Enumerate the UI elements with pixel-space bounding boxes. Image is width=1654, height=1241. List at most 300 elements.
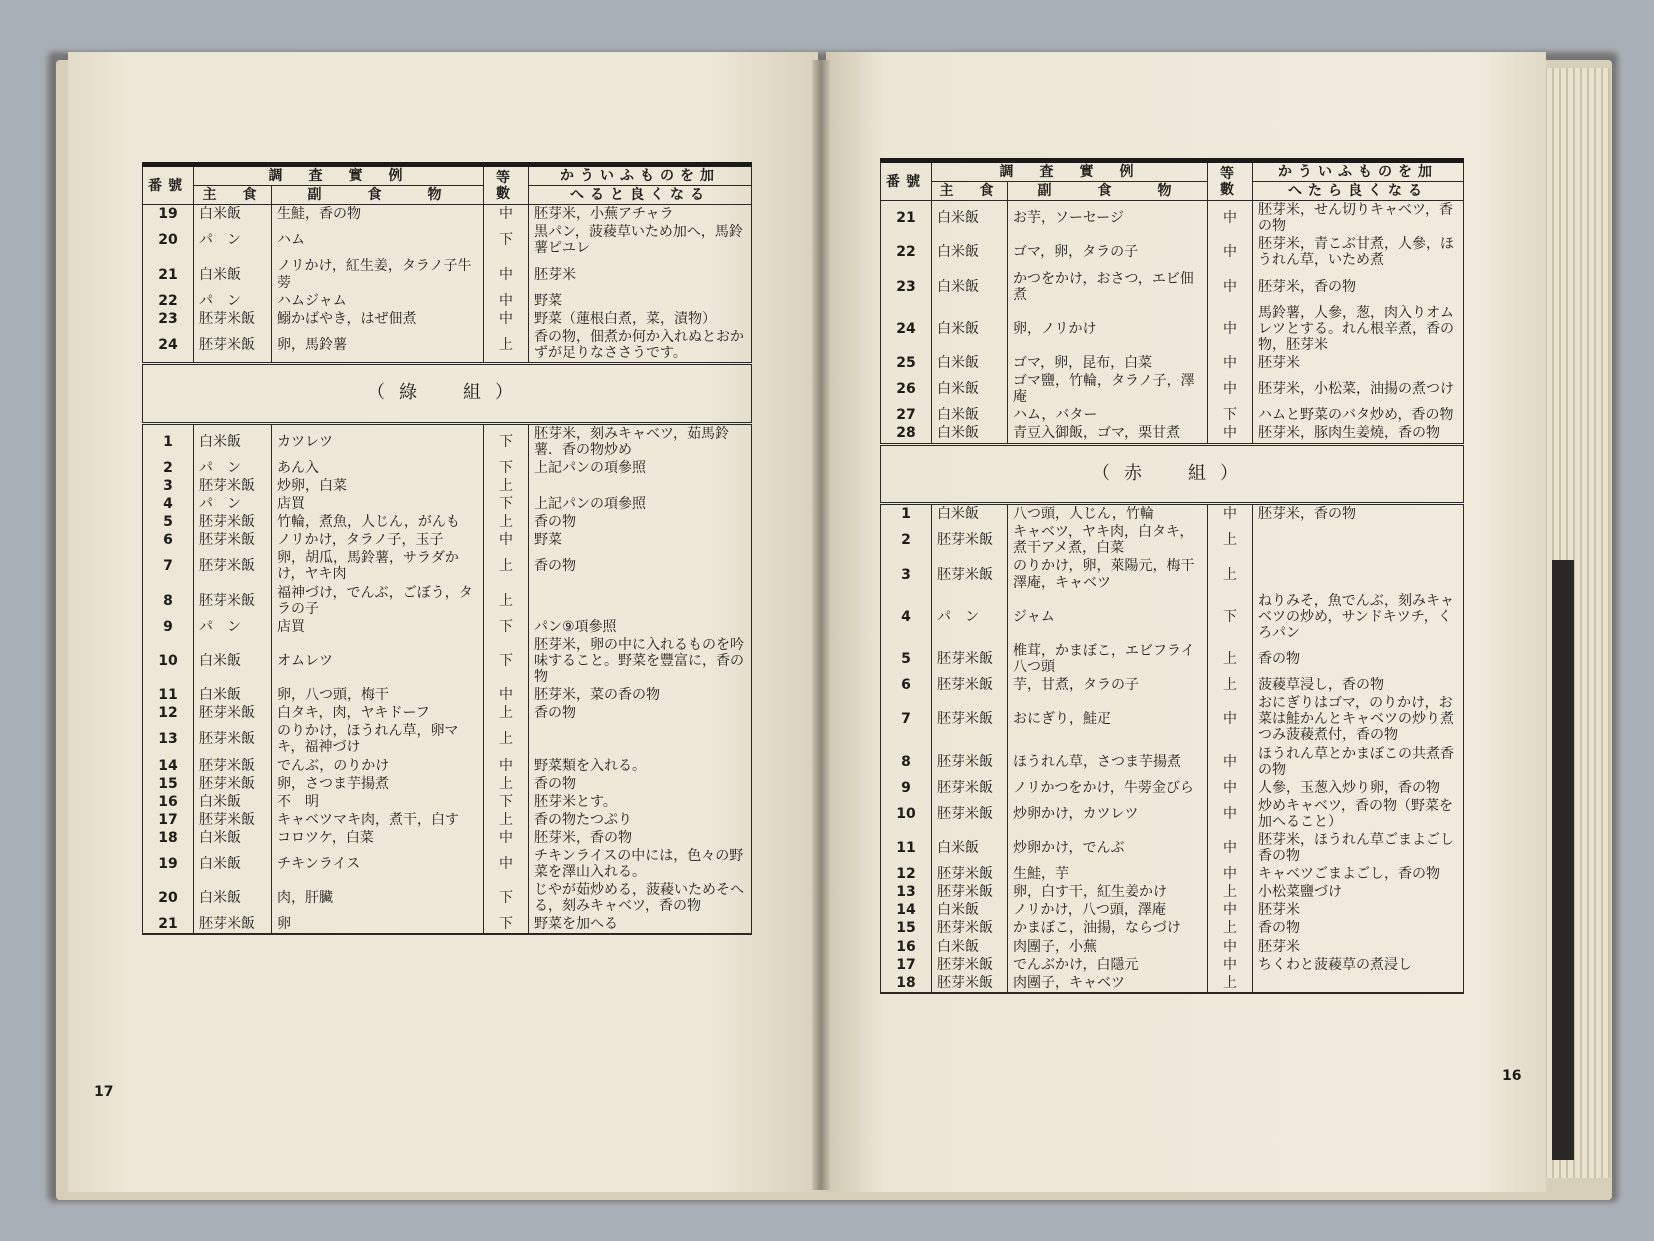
row-number: 9	[881, 779, 932, 797]
table-row	[881, 974, 1464, 993]
staple-cell: 胚芽米飯	[932, 694, 1008, 744]
grade-cell: 上	[484, 775, 529, 793]
side-dish-cell: ハムジャム	[272, 292, 484, 310]
grade-cell: 上	[484, 811, 529, 829]
staple-cell: 胚芽米飯	[194, 328, 272, 364]
row-number: 17	[143, 811, 194, 829]
staple-cell: パ ン	[194, 459, 272, 477]
grade-cell: 上	[1208, 557, 1253, 591]
side-dish-cell: ノリかけ，タラノ子，玉子	[272, 531, 484, 549]
side-dish-cell: ゴマ鹽，竹輪，タラノ子，澤庵	[1008, 372, 1208, 406]
additions-cell: 胚芽米，豚肉生姜燒，香の物	[1253, 424, 1464, 444]
side-dish-cell: 炒卵，白菜	[272, 477, 484, 495]
staple-cell: 胚芽米飯	[194, 757, 272, 775]
staple-cell: 胚芽米飯	[194, 722, 272, 756]
row-number: 26	[881, 372, 932, 406]
table-row	[143, 775, 752, 793]
grade-cell: 上	[484, 704, 529, 722]
table-row	[881, 676, 1464, 694]
side-dish-cell: 卵，さつま芋揚煮	[272, 775, 484, 793]
table-row	[881, 883, 1464, 901]
staple-cell: 白米飯	[194, 829, 272, 847]
grade-cell: 中	[484, 531, 529, 549]
table-row	[143, 513, 752, 531]
header-additions-2: へると良くなる	[529, 186, 752, 205]
grade-cell: 下	[484, 495, 529, 513]
page-edges	[1540, 68, 1610, 1178]
additions-cell: 馬鈴薯，人參，葱，肉入りオムレツとする。れん根辛煮，香の物，胚芽米	[1253, 304, 1464, 354]
side-dish-cell: のりかけ，卵，萊陽元，梅干澤庵，キャベツ	[1008, 557, 1208, 591]
side-dish-cell: 福神づけ，でんぶ，ごぼう，タラの子	[272, 584, 484, 618]
grade-cell: 中	[1208, 504, 1253, 524]
table-row	[881, 372, 1464, 406]
staple-cell: 胚芽米飯	[194, 704, 272, 722]
staple-cell: 胚芽米飯	[194, 531, 272, 549]
row-number: 21	[881, 201, 932, 236]
row-number: 5	[881, 642, 932, 676]
row-number: 19	[143, 205, 194, 224]
right-rows-b	[881, 504, 1464, 993]
side-dish-cell: でんぶ，のりかけ	[272, 757, 484, 775]
staple-cell: 胚芽米飯	[932, 919, 1008, 937]
grade-cell: 中	[484, 847, 529, 881]
additions-cell: チキンライスの中には，色々の野菜を澤山入れる。	[529, 847, 752, 881]
table-row	[881, 504, 1464, 524]
staple-cell: パ ン	[932, 592, 1008, 642]
side-dish-cell: 生鮭，芋	[1008, 865, 1208, 883]
row-number: 19	[143, 847, 194, 881]
row-number: 9	[143, 618, 194, 636]
grade-cell: 中	[1208, 865, 1253, 883]
grade-cell: 上	[1208, 642, 1253, 676]
row-number: 23	[881, 270, 932, 304]
grade-cell: 中	[1208, 779, 1253, 797]
grade-cell: 上	[1208, 676, 1253, 694]
side-dish-cell: 卵，白す干，紅生姜かけ	[1008, 883, 1208, 901]
grade-cell: 中	[1208, 235, 1253, 269]
header-number: 番號	[881, 161, 932, 201]
grade-cell: 上	[484, 722, 529, 756]
grade-cell: 下	[484, 423, 529, 459]
row-number: 5	[143, 513, 194, 531]
additions-cell: 香の物たつぷり	[529, 811, 752, 829]
staple-cell: 胚芽米飯	[932, 865, 1008, 883]
additions-cell: ちくわと菠薐草の煮浸し	[1253, 956, 1464, 974]
side-dish-cell: 卵，ノリかけ	[1008, 304, 1208, 354]
table-row	[143, 459, 752, 477]
staple-cell: 白米飯	[194, 847, 272, 881]
staple-cell: パ ン	[194, 223, 272, 257]
side-dish-cell: おにぎり，鮭疋	[1008, 694, 1208, 744]
side-dish-cell: 卵，馬鈴薯	[272, 328, 484, 364]
table-row	[143, 618, 752, 636]
row-number: 4	[143, 495, 194, 513]
staple-cell: 胚芽米飯	[932, 956, 1008, 974]
staple-cell: 胚芽米飯	[194, 915, 272, 934]
additions-cell	[529, 584, 752, 618]
grade-cell: 中	[1208, 901, 1253, 919]
row-number: 10	[143, 636, 194, 686]
table-row	[881, 592, 1464, 642]
additions-cell: 香の物	[1253, 642, 1464, 676]
grade-cell: 中	[484, 757, 529, 775]
side-dish-cell: 炒卵かけ，でんぶ	[1008, 831, 1208, 865]
additions-cell: 胚芽米，香の物	[1253, 270, 1464, 304]
side-dish-cell: 芋，甘煮，タラの子	[1008, 676, 1208, 694]
page-number-right: 16	[1502, 1068, 1522, 1084]
staple-cell: 胚芽米飯	[932, 883, 1008, 901]
side-dish-cell: 鰯かばやき，はぜ佃煮	[272, 310, 484, 328]
table-row	[881, 523, 1464, 557]
additions-cell: 胚芽米	[1253, 354, 1464, 372]
row-number: 2	[143, 459, 194, 477]
additions-cell: おにぎりはゴマ，のりかけ，お菜は鮭かんとキャベツの炒り煮つみ菠薐煮付，香の物	[1253, 694, 1464, 744]
side-dish-cell: 椎茸，かまぼこ，エビフライ八つ頭	[1008, 642, 1208, 676]
grade-cell: 下	[484, 223, 529, 257]
side-dish-cell: 青豆入御飯，ゴマ，栗甘煮	[1008, 424, 1208, 444]
table-row	[143, 477, 752, 495]
row-number: 8	[881, 745, 932, 779]
header-survey: 調 査 實 例	[194, 165, 484, 186]
additions-cell: ほうれん草とかまぼこの共煮香の物	[1253, 745, 1464, 779]
row-number: 7	[143, 549, 194, 583]
row-number: 18	[143, 829, 194, 847]
staple-cell: 白米飯	[932, 504, 1008, 524]
staple-cell: 胚芽米飯	[932, 676, 1008, 694]
row-number: 21	[143, 915, 194, 934]
additions-cell	[1253, 974, 1464, 993]
additions-cell: 香の物	[529, 513, 752, 531]
grade-cell: 下	[484, 793, 529, 811]
side-dish-cell: 不 明	[272, 793, 484, 811]
grade-cell: 上	[484, 477, 529, 495]
side-dish-cell: 肉團子，キャベツ	[1008, 974, 1208, 993]
book-gutter	[812, 60, 830, 1190]
grade-cell: 中	[1208, 797, 1253, 831]
row-number: 14	[143, 757, 194, 775]
left-rows-b	[143, 423, 752, 934]
grade-cell: 中	[484, 686, 529, 704]
row-number: 14	[881, 901, 932, 919]
side-dish-cell: キャベツ，ヤキ肉，白タキ，煮干アメ煮，白菜	[1008, 523, 1208, 557]
header-additions-1: かういふものを加	[1253, 161, 1464, 182]
side-dish-cell: 竹輪，煮魚，人じん，がんも	[272, 513, 484, 531]
side-dish-cell: ハム，バター	[1008, 406, 1208, 424]
side-dish-cell: オムレツ	[272, 636, 484, 686]
grade-cell: 下	[1208, 592, 1253, 642]
side-dish-cell: 白タキ，肉，ヤキドーフ	[272, 704, 484, 722]
section-title-green: （綠 組）	[143, 364, 752, 424]
side-dish-cell: 店買	[272, 495, 484, 513]
side-dish-cell: のりかけ，ほうれん草，卵マキ，福神づけ	[272, 722, 484, 756]
grade-cell: 上	[484, 513, 529, 531]
staple-cell: 胚芽米飯	[194, 477, 272, 495]
grade-cell: 中	[484, 310, 529, 328]
section-title-red: （赤 組）	[881, 444, 1464, 504]
staple-cell: 胚芽米飯	[194, 811, 272, 829]
header-additions-1: かういふものを加	[529, 165, 752, 186]
table-row	[881, 919, 1464, 937]
grade-cell: 中	[1208, 201, 1253, 236]
side-dish-cell: ほうれん草，さつま芋揚煮	[1008, 745, 1208, 779]
table-row	[143, 881, 752, 915]
staple-cell: 白米飯	[932, 938, 1008, 956]
table-row	[143, 757, 752, 775]
header-grade: 等數	[1208, 161, 1253, 201]
staple-cell: 胚芽米飯	[194, 513, 272, 531]
grade-cell: 中	[1208, 938, 1253, 956]
right-survey-table	[880, 158, 1464, 994]
side-dish-cell: ハム	[272, 223, 484, 257]
table-row	[143, 257, 752, 291]
staple-cell: パ ン	[194, 292, 272, 310]
side-dish-cell: かまぼこ，油揚，ならづけ	[1008, 919, 1208, 937]
staple-cell: 胚芽米飯	[194, 549, 272, 583]
side-dish-cell: 肉團子，小蕪	[1008, 938, 1208, 956]
table-row	[881, 235, 1464, 269]
staple-cell: 白米飯	[932, 201, 1008, 236]
additions-cell: 胚芽米，卵の中に入れるものを吟味すること。野菜を豐富に，香の物	[529, 636, 752, 686]
row-number: 6	[881, 676, 932, 694]
row-number: 17	[881, 956, 932, 974]
table-row	[143, 223, 752, 257]
table-row	[881, 304, 1464, 354]
grade-cell: 中	[1208, 372, 1253, 406]
additions-cell: 胚芽米，刻みキャベツ，茹馬鈴薯．香の物炒め	[529, 423, 752, 459]
row-number: 1	[881, 504, 932, 524]
header-additions-2: へたら良くなる	[1253, 182, 1464, 201]
grade-cell: 上	[484, 584, 529, 618]
table-row	[881, 779, 1464, 797]
additions-cell: ハムと野菜のバタ炒め，香の物	[1253, 406, 1464, 424]
additions-cell: 胚芽米，せん切りキャベツ，香の物	[1253, 201, 1464, 236]
row-number: 11	[881, 831, 932, 865]
table-row	[143, 328, 752, 364]
side-dish-cell: ゴマ，卵，タラの子	[1008, 235, 1208, 269]
additions-cell: 野菜	[529, 531, 752, 549]
row-number: 20	[143, 881, 194, 915]
table-row	[143, 793, 752, 811]
row-number: 28	[881, 424, 932, 444]
row-number: 10	[881, 797, 932, 831]
row-number: 16	[143, 793, 194, 811]
row-number: 27	[881, 406, 932, 424]
row-number: 4	[881, 592, 932, 642]
grade-cell: 上	[484, 328, 529, 364]
side-dish-cell: 生鮭，香の物	[272, 205, 484, 224]
side-dish-cell: でんぶかけ，白隱元	[1008, 956, 1208, 974]
side-dish-cell: カツレツ	[272, 423, 484, 459]
table-row	[881, 831, 1464, 865]
additions-cell: 胚芽米，小蕪アチャラ	[529, 205, 752, 224]
additions-cell: じやが茹炒める，菠薐いためそへる，刻みキャベツ，香の物	[529, 881, 752, 915]
row-number: 3	[881, 557, 932, 591]
table-row	[143, 811, 752, 829]
grade-cell: 下	[484, 459, 529, 477]
right-rows-a	[881, 201, 1464, 444]
staple-cell: 白米飯	[932, 831, 1008, 865]
table-row	[143, 584, 752, 618]
staple-cell: 胚芽米飯	[194, 584, 272, 618]
grade-cell: 上	[484, 549, 529, 583]
side-dish-cell: 肉，肝臟	[272, 881, 484, 915]
table-row	[881, 865, 1464, 883]
table-row	[143, 722, 752, 756]
grade-cell: 中	[484, 829, 529, 847]
side-dish-cell: お芋，ソーセージ	[1008, 201, 1208, 236]
table-row	[143, 495, 752, 513]
staple-cell: 白米飯	[932, 901, 1008, 919]
staple-cell: 白米飯	[932, 406, 1008, 424]
header-staple: 主 食	[194, 186, 272, 205]
additions-cell: 菠薐草浸し，香の物	[1253, 676, 1464, 694]
additions-cell	[1253, 557, 1464, 591]
staple-cell: 胚芽米飯	[932, 797, 1008, 831]
table-row	[143, 292, 752, 310]
staple-cell: 白米飯	[194, 257, 272, 291]
header-survey: 調 査 實 例	[932, 161, 1208, 182]
row-number: 23	[143, 310, 194, 328]
additions-cell: 野菜を加へる	[529, 915, 752, 934]
additions-cell: 野菜	[529, 292, 752, 310]
side-dish-cell: ノリかけ，紅生姜，タラノ子牛蒡	[272, 257, 484, 291]
table-row	[143, 423, 752, 459]
table-row	[143, 205, 752, 224]
table-row	[143, 704, 752, 722]
additions-cell: 胚芽米	[529, 257, 752, 291]
table-row	[881, 901, 1464, 919]
staple-cell: 胚芽米飯	[932, 974, 1008, 993]
header-grade: 等數	[484, 165, 529, 205]
staple-cell: 白米飯	[194, 636, 272, 686]
staple-cell: 白米飯	[932, 270, 1008, 304]
row-number: 22	[881, 235, 932, 269]
additions-cell: ねりみそ，魚でんぶ，刻みキャベツの炒め，サンドキツチ，くろパン	[1253, 592, 1464, 642]
additions-cell: 胚芽米，香の物	[529, 829, 752, 847]
additions-cell: 胚芽米，ほうれん草ごまよごし香の物	[1253, 831, 1464, 865]
staple-cell: 白米飯	[194, 686, 272, 704]
side-dish-cell: ノリかけ，八つ頭，澤庵	[1008, 901, 1208, 919]
side-dish-cell: ゴマ，卵，昆布，白菜	[1008, 354, 1208, 372]
table-row	[143, 310, 752, 328]
additions-cell: 胚芽米とす。	[529, 793, 752, 811]
additions-cell: 上記パンの項參照	[529, 459, 752, 477]
grade-cell: 下	[1208, 406, 1253, 424]
table-row	[881, 557, 1464, 591]
grade-cell: 中	[1208, 270, 1253, 304]
row-number: 8	[143, 584, 194, 618]
additions-cell: 胚芽米	[1253, 901, 1464, 919]
additions-cell: 上記パンの項參照	[529, 495, 752, 513]
row-number: 13	[881, 883, 932, 901]
row-number: 6	[143, 531, 194, 549]
staple-cell: 胚芽米飯	[932, 745, 1008, 779]
table-row	[881, 956, 1464, 974]
table-row	[881, 201, 1464, 236]
additions-cell: 野菜（蓮根白煮，菜，漬物）	[529, 310, 752, 328]
grade-cell: 中	[484, 205, 529, 224]
row-number: 20	[143, 223, 194, 257]
row-number: 3	[143, 477, 194, 495]
header-side-dish: 副 食 物	[272, 186, 484, 205]
staple-cell: 胚芽米飯	[932, 779, 1008, 797]
additions-cell: 香の物，佃煮か何か入れぬとおかずが足りなささうです。	[529, 328, 752, 364]
table-row	[881, 270, 1464, 304]
side-dish-cell: 八つ頭，人じん，竹輪	[1008, 504, 1208, 524]
additions-cell: 炒めキャベツ，香の物（野菜を加へること）	[1253, 797, 1464, 831]
additions-cell: 胚芽米，香の物	[1253, 504, 1464, 524]
staple-cell: 白米飯	[194, 793, 272, 811]
table-row	[881, 406, 1464, 424]
left-survey-table	[142, 162, 752, 935]
grade-cell: 中	[1208, 831, 1253, 865]
side-dish-cell: ノリかつをかけ，牛蒡金びら	[1008, 779, 1208, 797]
table-row	[881, 745, 1464, 779]
row-number: 16	[881, 938, 932, 956]
side-dish-cell: 卵，八つ頭，梅干	[272, 686, 484, 704]
left-rows-a	[143, 205, 752, 364]
staple-cell: 胚芽米飯	[932, 523, 1008, 557]
grade-cell: 上	[1208, 883, 1253, 901]
grade-cell: 上	[1208, 919, 1253, 937]
staple-cell: 白米飯	[194, 205, 272, 224]
additions-cell: パン⑨項參照	[529, 618, 752, 636]
row-number: 12	[881, 865, 932, 883]
table-row	[881, 694, 1464, 744]
staple-cell: 胚芽米飯	[932, 642, 1008, 676]
table-row	[143, 531, 752, 549]
dark-strip	[1552, 560, 1574, 1160]
grade-cell: 中	[1208, 745, 1253, 779]
additions-cell	[1253, 523, 1464, 557]
row-number: 25	[881, 354, 932, 372]
table-row	[143, 636, 752, 686]
table-row	[881, 797, 1464, 831]
staple-cell: 白米飯	[194, 423, 272, 459]
additions-cell: 胚芽米，小松菜，油揚の煮つけ	[1253, 372, 1464, 406]
side-dish-cell: あん入	[272, 459, 484, 477]
grade-cell: 下	[484, 618, 529, 636]
staple-cell: 白米飯	[194, 881, 272, 915]
side-dish-cell: かつをかけ，おさつ，エビ佃煮	[1008, 270, 1208, 304]
row-number: 12	[143, 704, 194, 722]
side-dish-cell: チキンライス	[272, 847, 484, 881]
grade-cell: 中	[484, 257, 529, 291]
grade-cell: 中	[1208, 304, 1253, 354]
row-number: 24	[881, 304, 932, 354]
row-number: 24	[143, 328, 194, 364]
side-dish-cell: コロツケ，白菜	[272, 829, 484, 847]
grade-cell: 中	[1208, 694, 1253, 744]
additions-cell: キャベツごまよごし，香の物	[1253, 865, 1464, 883]
staple-cell: 白米飯	[932, 235, 1008, 269]
additions-cell: 香の物	[1253, 919, 1464, 937]
table-row	[143, 829, 752, 847]
row-number: 13	[143, 722, 194, 756]
grade-cell: 中	[1208, 354, 1253, 372]
grade-cell: 下	[484, 915, 529, 934]
row-number: 7	[881, 694, 932, 744]
side-dish-cell: ジャム	[1008, 592, 1208, 642]
grade-cell: 上	[1208, 523, 1253, 557]
staple-cell: 胚芽米飯	[194, 310, 272, 328]
staple-cell: パ ン	[194, 495, 272, 513]
table-row	[881, 642, 1464, 676]
staple-cell: 胚芽米飯	[194, 775, 272, 793]
row-number: 18	[881, 974, 932, 993]
additions-cell: 人參，玉葱入炒り卵，香の物	[1253, 779, 1464, 797]
row-number: 21	[143, 257, 194, 291]
